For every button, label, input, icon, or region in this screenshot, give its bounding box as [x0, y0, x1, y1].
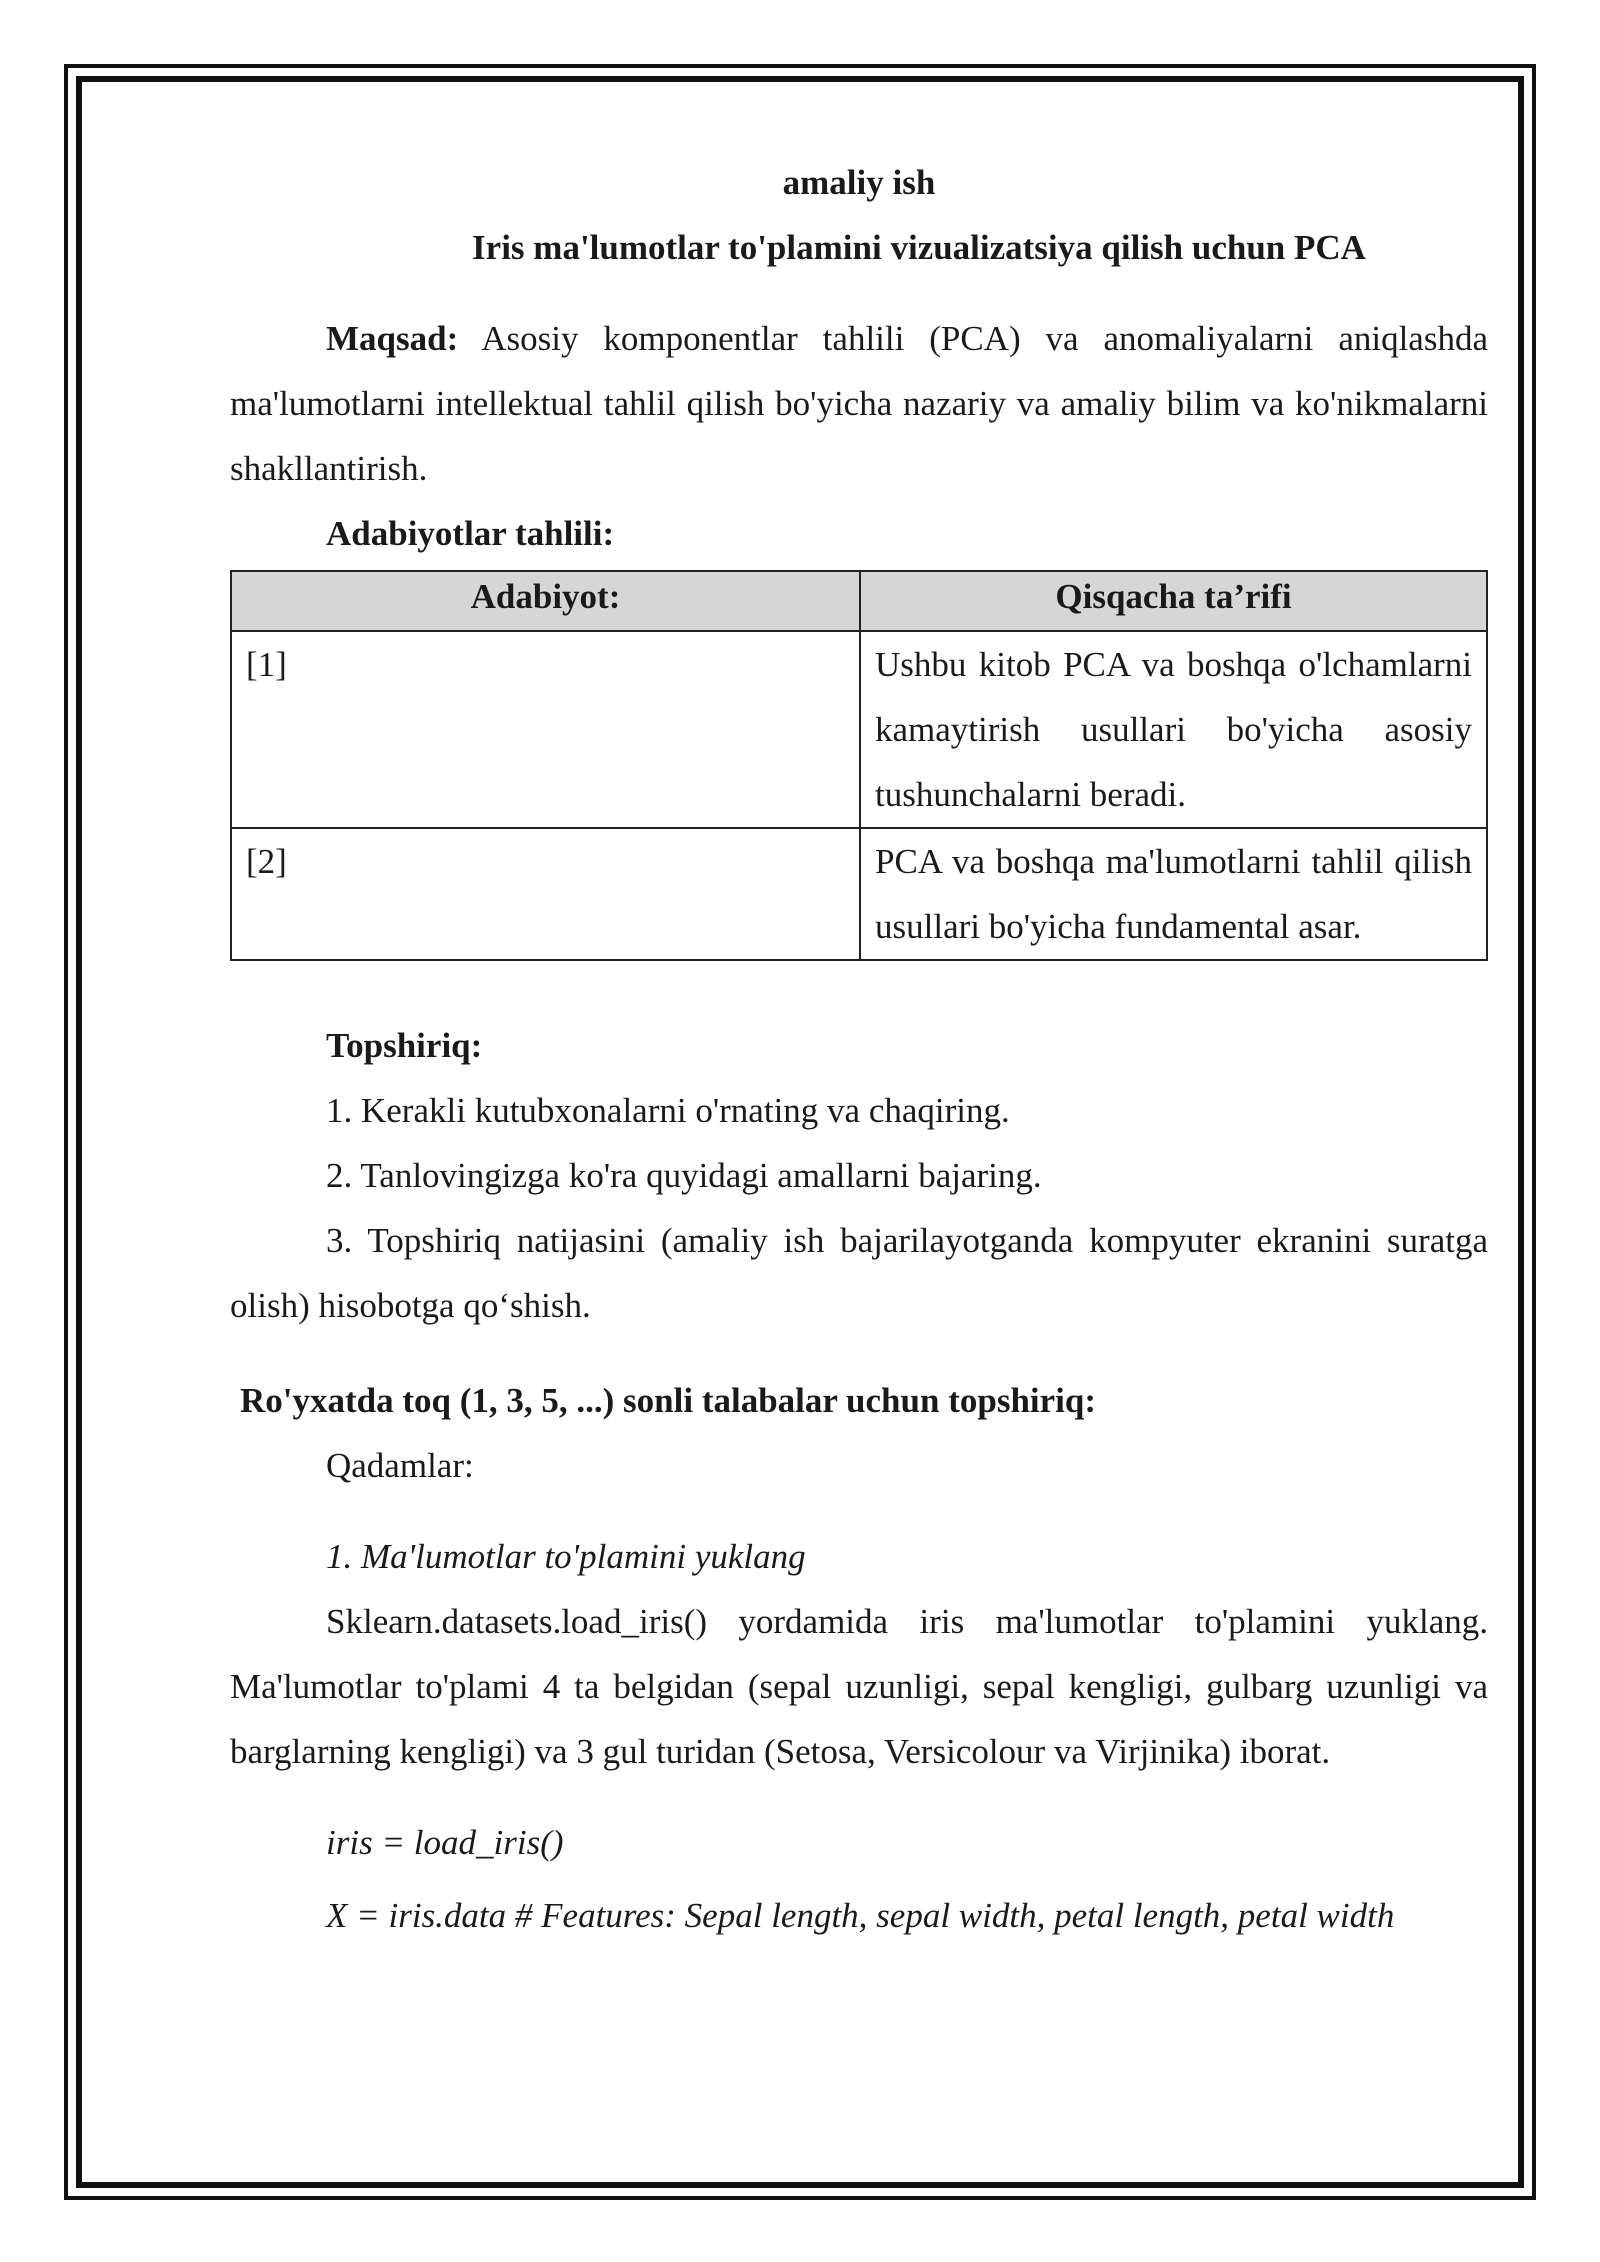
document-page	[230, 150, 1488, 1941]
goal-text: Asosiy komponentlar tahlili (PCA) va anomaliyalarni aniqlashda ma'lumotlarni intellektual tahlil qilish bo'yicha nazariy va amaliy bilim va ko'nikmalarni shakllantirish.	[230, 319, 1488, 488]
goal-paragraph	[230, 306, 1488, 501]
literature-table	[230, 570, 1488, 961]
steps-label: Qadamlar:	[326, 1446, 474, 1485]
code-line-load: iris = load_iris()	[326, 1823, 564, 1862]
table-cell-desc: PCA va boshqa ma'lumotlarni tahlil qilish usullari bo'yicha fundamental asar.	[860, 828, 1487, 960]
goal-label: Maqsad:	[326, 319, 459, 358]
table-cell-desc: Ushbu kitob PCA va boshqa o'lchamlarni kamaytirish usullari bo'yicha asosiy tushunchalarni beradi.	[860, 631, 1487, 828]
table-row	[231, 631, 1487, 828]
literature-heading: Adabiyotlar tahlili:	[326, 514, 615, 553]
table-cell-ref: [2]	[231, 828, 860, 960]
task-item: 1. Kerakli kutubxonalarni o'rnating va chaqiring.	[326, 1091, 1010, 1130]
table-header-row	[231, 571, 1487, 631]
table-header-literature: Adabiyot:	[231, 571, 860, 631]
table-header-description: Qisqacha ta’rifi	[860, 571, 1487, 631]
step1-text: Sklearn.datasets.load_iris() yordamida iris ma'lumotlar to'plamini yuklang. Ma'lumotlar to'plami 4 ta belgidan (sepal uzunligi, sepal kengligi, gulbarg uzunligi va barglarning kengligi) va 3 gul turidan (Setosa, Versicolour va Virjinika) iborat.	[230, 1602, 1488, 1771]
task-heading: Topshiriq:	[326, 1026, 483, 1065]
table-row	[231, 828, 1487, 960]
odd-task-heading: Ro'yxatda toq (1, 3, 5, ...) sonli talabalar uchun topshiriq:	[240, 1381, 1097, 1420]
task-item: 3. Topshiriq natijasini (amaliy ish bajarilayotganda kompyuter ekranini suratga olish) hisobotga qo‘shish.	[230, 1221, 1488, 1325]
document-title: amaliy ish	[782, 163, 936, 202]
task-item: 2. Tanlovingizga ko'ra quyidagi amallarni bajaring.	[326, 1156, 1042, 1195]
step1-title: 1. Ma'lumotlar to'plamini yuklang	[326, 1537, 806, 1576]
document-subtitle: Iris ma'lumotlar to'plamini vizualizatsiya qilish uchun PCA	[472, 228, 1366, 267]
code-line-features: X = iris.data # Features: Sepal length, sepal width, petal length, petal width	[326, 1896, 1395, 1935]
table-cell-ref: [1]	[231, 631, 860, 828]
